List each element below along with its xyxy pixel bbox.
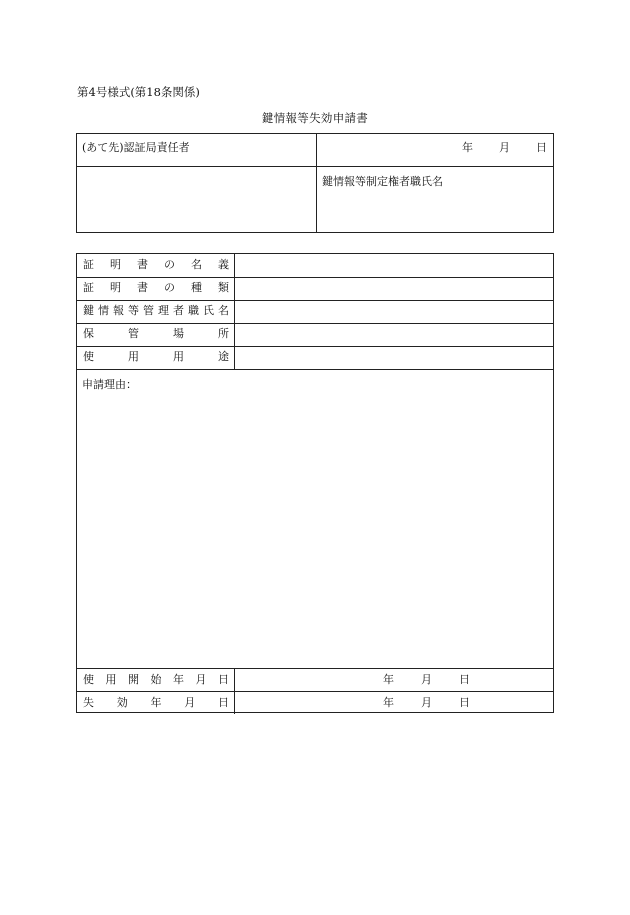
label-char: 年 <box>173 673 184 686</box>
label-char: 義 <box>218 258 229 271</box>
label-char: 日 <box>218 696 229 709</box>
label-char: 開 <box>128 673 139 686</box>
date-year-label: 年 <box>383 673 394 686</box>
label-char: 種 <box>191 281 202 294</box>
label-char: 日 <box>218 673 229 686</box>
label-char: 明 <box>110 258 121 271</box>
label-char: 証 <box>83 281 94 294</box>
label-char: 場 <box>173 327 184 340</box>
header-divider-horizontal <box>77 166 553 167</box>
reason-label: 申請理由： <box>82 378 137 391</box>
label-char: 名 <box>191 258 202 271</box>
label-char: 等 <box>128 304 139 317</box>
label-char: 保 <box>83 327 94 340</box>
label-char: の <box>164 281 175 294</box>
label-char: 所 <box>218 327 229 340</box>
application-date <box>462 139 547 155</box>
usage-purpose-label <box>83 346 229 368</box>
certificate-name-label <box>83 254 229 276</box>
label-char: 類 <box>218 281 229 294</box>
label-char: 報 <box>113 304 124 317</box>
label-char: 始 <box>150 673 162 686</box>
date-month-label: 月 <box>499 141 510 154</box>
label-column-divider <box>234 668 235 714</box>
form-number: 第4号様式(第18条関係) <box>77 85 200 99</box>
date-day-label: 日 <box>459 673 470 686</box>
certificate-type-label <box>83 277 229 299</box>
label-char: 鍵 <box>83 304 94 317</box>
revocation-date-label <box>83 692 229 714</box>
addressee-label: (あて先)認証局責任者 <box>82 141 190 154</box>
storage-location-label <box>83 323 229 345</box>
revocation-date-field[interactable] <box>383 692 470 714</box>
date-day-label: 日 <box>536 141 547 154</box>
key-manager-name-label <box>83 300 229 322</box>
usage-start-date-field[interactable] <box>383 669 470 691</box>
row-divider <box>77 369 553 370</box>
label-char: 途 <box>218 350 229 363</box>
label-column-divider <box>234 254 235 369</box>
date-month-label: 月 <box>421 673 432 686</box>
label-char: 職 <box>188 304 199 317</box>
label-char: 管 <box>128 327 139 340</box>
date-day-label: 日 <box>459 696 470 709</box>
date-month-label: 月 <box>421 696 432 709</box>
label-char: 年 <box>150 696 162 709</box>
label-char: 証 <box>83 258 94 271</box>
label-char: 管 <box>143 304 154 317</box>
label-char: 月 <box>195 673 207 686</box>
label-char: 効 <box>116 696 128 709</box>
label-char: 氏 <box>203 304 214 317</box>
label-char: 名 <box>218 304 229 317</box>
label-char: 情 <box>98 304 109 317</box>
label-char: 使 <box>83 673 94 686</box>
label-char: の <box>164 258 175 271</box>
label-char: 用 <box>105 673 117 686</box>
date-year-label: 年 <box>383 696 394 709</box>
label-char: 月 <box>184 696 196 709</box>
header-divider-vertical <box>316 134 317 232</box>
label-char: 用 <box>128 350 139 363</box>
date-year-label: 年 <box>462 141 473 154</box>
document-title: 鍵情報等失効申請書 <box>261 111 369 125</box>
main-form-box <box>76 253 554 713</box>
label-char: 使 <box>83 350 94 363</box>
usage-start-date-label <box>83 669 229 691</box>
signer-label: 鍵情報等制定権者職氏名 <box>322 175 443 188</box>
header-box <box>76 133 554 233</box>
label-char: 書 <box>137 281 148 294</box>
label-char: 失 <box>83 696 94 709</box>
label-char: 書 <box>137 258 148 271</box>
label-char: 明 <box>110 281 121 294</box>
label-char: 用 <box>173 350 184 363</box>
label-char: 理 <box>158 304 169 317</box>
label-char: 者 <box>173 304 184 317</box>
